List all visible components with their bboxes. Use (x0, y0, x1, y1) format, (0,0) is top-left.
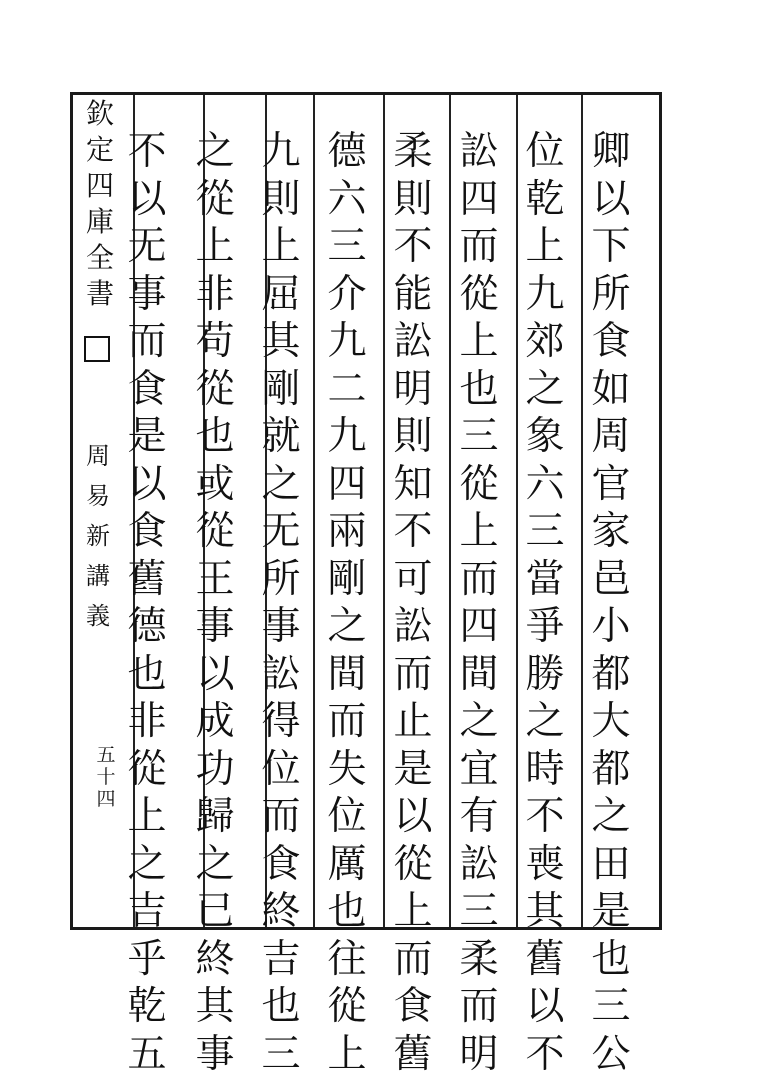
character: 三 (521, 508, 569, 556)
character: 上 (455, 508, 503, 556)
character: 其 (257, 318, 305, 366)
character: 以 (521, 983, 569, 1031)
character: 食 (587, 318, 635, 366)
character: 上 (323, 1031, 371, 1078)
character: 從 (455, 461, 503, 509)
character: 以 (191, 651, 239, 699)
character: 定 (80, 132, 120, 168)
character: 成 (191, 698, 239, 746)
character: 而 (389, 651, 437, 699)
character: 厲 (323, 841, 371, 889)
character: 也 (191, 413, 239, 461)
character: 四 (323, 461, 371, 509)
character: 德 (123, 603, 171, 651)
character: 九 (323, 318, 371, 366)
character: 也 (587, 936, 635, 984)
character: 郊 (521, 318, 569, 366)
character: 爭 (521, 603, 569, 651)
character: 從 (191, 176, 239, 224)
character: 是 (587, 888, 635, 936)
character: 事 (191, 1031, 239, 1078)
character: 是 (123, 413, 171, 461)
character: 十 (92, 766, 120, 788)
character: 上 (123, 793, 171, 841)
character: 柔 (389, 128, 437, 176)
character: 剛 (323, 556, 371, 604)
character: 之 (521, 698, 569, 746)
character: 都 (587, 746, 635, 794)
character: 之 (323, 603, 371, 651)
character: 其 (521, 888, 569, 936)
character: 都 (587, 651, 635, 699)
character: 從 (389, 841, 437, 889)
character: 大 (587, 698, 635, 746)
character: 新 (78, 516, 118, 556)
character: 間 (323, 651, 371, 699)
character: 五 (92, 744, 120, 766)
character: 食 (123, 366, 171, 414)
character: 則 (257, 176, 305, 224)
character: 德 (323, 128, 371, 176)
character: 事 (257, 603, 305, 651)
text-column-6 (250, 128, 312, 1078)
character: 乾 (521, 176, 569, 224)
character: 有 (455, 793, 503, 841)
text-column-5 (316, 128, 378, 1078)
character: 公 (587, 1031, 635, 1078)
character: 止 (389, 698, 437, 746)
character: 上 (257, 223, 305, 271)
character: 而 (455, 223, 503, 271)
character: 屈 (257, 271, 305, 319)
character: 之 (587, 793, 635, 841)
character: 乎 (123, 936, 171, 984)
character: 介 (323, 271, 371, 319)
character: 舊 (123, 556, 171, 604)
character: 王 (191, 556, 239, 604)
character: 明 (389, 366, 437, 414)
character: 當 (521, 556, 569, 604)
character: 周 (587, 413, 635, 461)
character: 失 (323, 746, 371, 794)
character: 下 (587, 223, 635, 271)
character: 四 (92, 788, 120, 810)
character: 三 (257, 1031, 305, 1078)
character: 三 (323, 223, 371, 271)
character: 則 (389, 176, 437, 224)
text-column-2 (514, 128, 576, 1078)
text-column-8 (116, 128, 178, 1078)
character: 舊 (389, 1031, 437, 1078)
character: 訟 (389, 603, 437, 651)
character: 而 (323, 698, 371, 746)
character: 六 (521, 461, 569, 509)
text-column-3 (448, 128, 510, 1078)
character: 全 (80, 240, 120, 276)
character: 九 (323, 413, 371, 461)
character: 九 (521, 271, 569, 319)
character: 也 (323, 888, 371, 936)
character: 上 (521, 223, 569, 271)
character: 二 (323, 366, 371, 414)
character: 則 (389, 413, 437, 461)
character: 之 (191, 128, 239, 176)
character: 食 (389, 983, 437, 1031)
character: 非 (191, 271, 239, 319)
character: 周 (78, 436, 118, 476)
character: 四 (455, 603, 503, 651)
character: 官 (587, 461, 635, 509)
character: 從 (123, 746, 171, 794)
character: 食 (257, 841, 305, 889)
character: 上 (455, 318, 503, 366)
character: 終 (257, 888, 305, 936)
character: 所 (587, 271, 635, 319)
character: 得 (257, 698, 305, 746)
character: 講 (78, 556, 118, 596)
character: 吉 (257, 936, 305, 984)
character: 宜 (455, 746, 503, 794)
character: 從 (191, 366, 239, 414)
character: 訟 (455, 841, 503, 889)
character: 位 (257, 746, 305, 794)
character: 以 (587, 176, 635, 224)
character: 知 (389, 461, 437, 509)
character: 歸 (191, 793, 239, 841)
text-column-4 (382, 128, 444, 1078)
character: 已 (191, 888, 239, 936)
character: 也 (455, 366, 503, 414)
character: 從 (323, 983, 371, 1031)
character: 不 (389, 508, 437, 556)
character: 三 (455, 888, 503, 936)
character: 吉 (123, 888, 171, 936)
character: 終 (191, 936, 239, 984)
character: 義 (78, 596, 118, 636)
character: 事 (123, 271, 171, 319)
character: 卿 (587, 128, 635, 176)
character: 事 (191, 603, 239, 651)
character: 不 (389, 223, 437, 271)
fishtail-mark (84, 336, 110, 362)
character: 以 (389, 793, 437, 841)
character: 位 (323, 793, 371, 841)
character: 如 (587, 366, 635, 414)
character: 易 (78, 476, 118, 516)
character: 訟 (257, 651, 305, 699)
character: 位 (521, 128, 569, 176)
character: 上 (389, 888, 437, 936)
character: 家 (587, 508, 635, 556)
character: 四 (455, 176, 503, 224)
character: 是 (389, 746, 437, 794)
character: 訟 (389, 318, 437, 366)
character: 勝 (521, 651, 569, 699)
character: 四 (80, 168, 120, 204)
character: 田 (587, 841, 635, 889)
character: 喪 (521, 841, 569, 889)
margin-section (78, 436, 118, 636)
character: 而 (455, 983, 503, 1031)
text-column-7 (184, 128, 246, 1078)
character: 或 (191, 461, 239, 509)
character: 柔 (455, 936, 503, 984)
column-rule (313, 95, 315, 927)
character: 非 (123, 698, 171, 746)
character: 就 (257, 413, 305, 461)
character: 以 (123, 176, 171, 224)
character: 可 (389, 556, 437, 604)
character: 也 (123, 651, 171, 699)
character: 而 (389, 936, 437, 984)
character: 五 (123, 1031, 171, 1078)
character: 也 (257, 983, 305, 1031)
character: 間 (455, 651, 503, 699)
character: 其 (191, 983, 239, 1031)
character: 訟 (455, 128, 503, 176)
character: 之 (455, 698, 503, 746)
character: 而 (455, 556, 503, 604)
character: 時 (521, 746, 569, 794)
character: 往 (323, 936, 371, 984)
text-column-1 (580, 128, 642, 1078)
character: 之 (123, 841, 171, 889)
character: 苟 (191, 318, 239, 366)
character: 明 (455, 1031, 503, 1078)
character: 而 (257, 793, 305, 841)
character: 九 (257, 128, 305, 176)
character: 不 (521, 793, 569, 841)
character: 不 (521, 1031, 569, 1078)
character: 象 (521, 413, 569, 461)
character: 无 (123, 223, 171, 271)
character: 所 (257, 556, 305, 604)
character: 三 (455, 413, 503, 461)
character: 食 (123, 508, 171, 556)
character: 之 (257, 461, 305, 509)
character: 三 (587, 983, 635, 1031)
character: 上 (191, 223, 239, 271)
character: 六 (323, 176, 371, 224)
character: 功 (191, 746, 239, 794)
character: 舊 (521, 936, 569, 984)
character: 以 (123, 461, 171, 509)
character: 從 (455, 271, 503, 319)
character: 而 (123, 318, 171, 366)
character: 不 (123, 128, 171, 176)
character: 之 (521, 366, 569, 414)
character: 无 (257, 508, 305, 556)
character: 從 (191, 508, 239, 556)
character: 能 (389, 271, 437, 319)
character: 邑 (587, 556, 635, 604)
character: 乾 (123, 983, 171, 1031)
character: 庫 (80, 204, 120, 240)
character: 欽 (80, 96, 120, 132)
character: 小 (587, 603, 635, 651)
character: 剛 (257, 366, 305, 414)
character: 書 (80, 276, 120, 312)
character: 兩 (323, 508, 371, 556)
character: 之 (191, 841, 239, 889)
